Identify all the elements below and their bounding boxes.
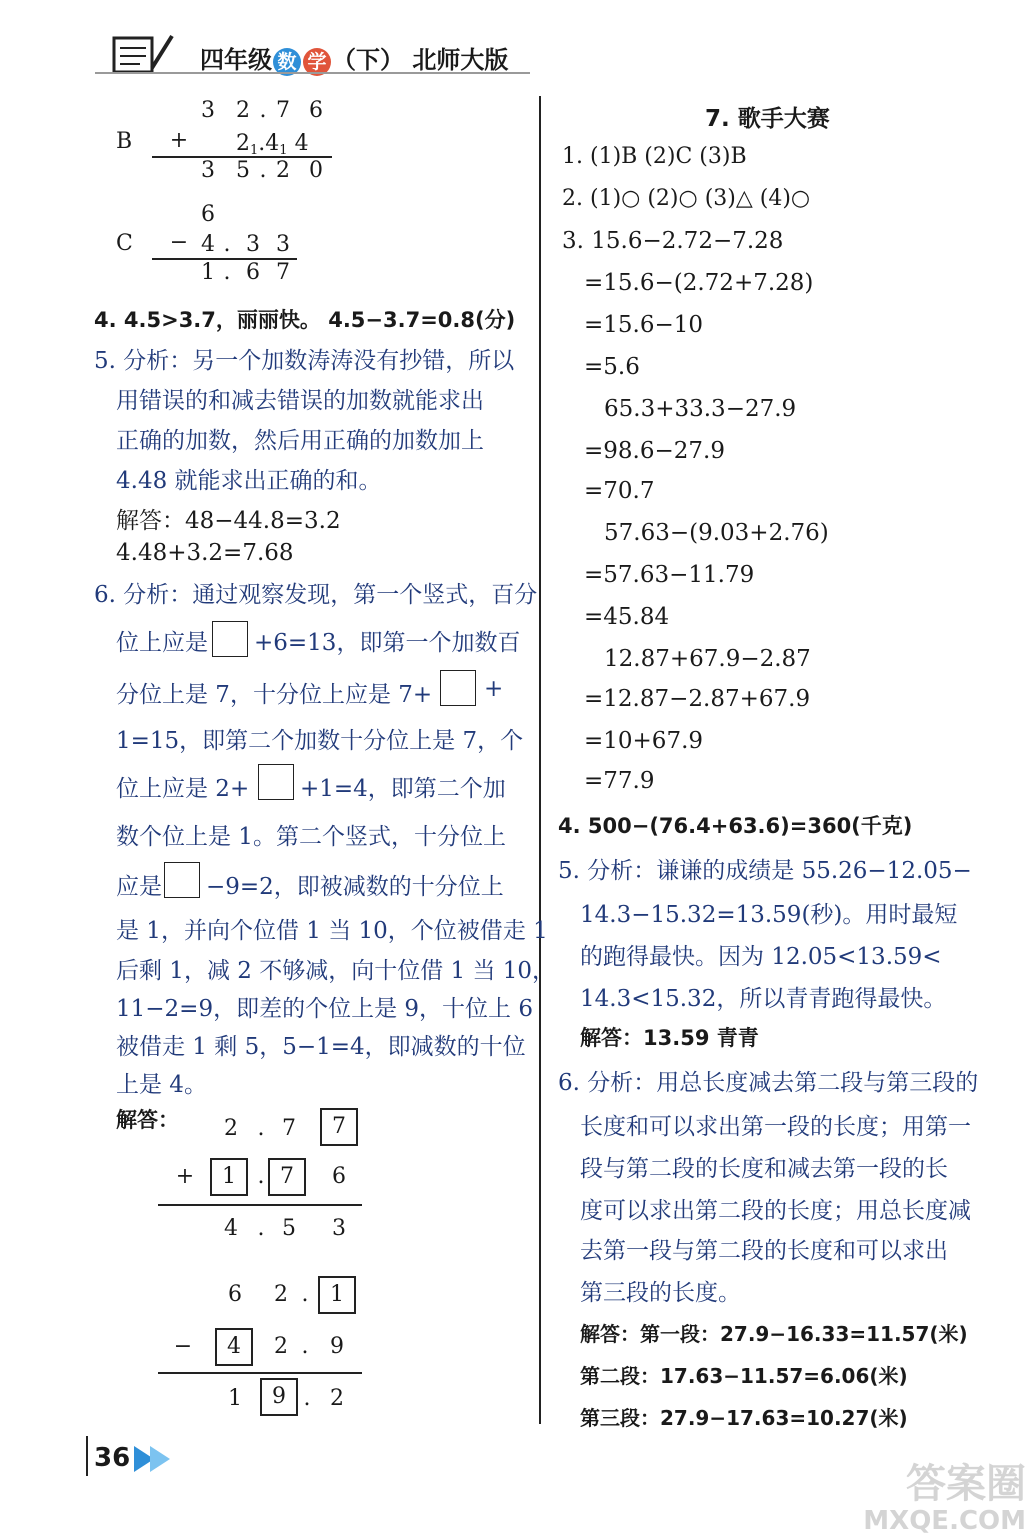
text-line: + [484, 676, 504, 702]
digit: 2 [330, 1386, 344, 1411]
text-line: 12.87+67.9−2.87 [604, 646, 811, 672]
text-line: 位上应是 [116, 630, 208, 656]
text-line: +6=13，即第一个加数百 [254, 630, 521, 656]
calc-line [158, 1372, 362, 1374]
text-line: 解答：13.59 青青 [580, 1026, 759, 1050]
digit: 2 [224, 1116, 238, 1141]
digit: 5 [282, 1216, 296, 1241]
header-divider [95, 72, 530, 74]
text-line: 1=15，即第二个加数十分位上是 7，个 [116, 728, 524, 754]
text-line: 解答：第一段：27.9−16.33=11.57(米) [580, 1322, 968, 1346]
watermark-logo-text: 答案圈 [906, 1461, 1026, 1507]
digit: 4 [201, 232, 215, 257]
digit: 3 [201, 98, 215, 123]
digit: 9 [330, 1334, 344, 1359]
blank-box [164, 862, 200, 898]
blank-box [258, 764, 294, 800]
answer-q4-left: 4. 4.5>3.7，丽丽快。 4.5−3.7=0.8(分) [94, 308, 516, 332]
digit: 4 [294, 131, 309, 156]
digit: . [259, 98, 267, 123]
text-line: 去第一段与第二段的长度和可以求出 [580, 1238, 948, 1264]
digit: 1 [228, 1386, 242, 1411]
digit: 3 [332, 1216, 346, 1241]
plus-sign: + [175, 1164, 195, 1189]
answer-label: 解答： [116, 1108, 179, 1132]
header-title [200, 40, 508, 76]
digit: . [259, 158, 267, 183]
digit: . [301, 1334, 309, 1359]
digit: . [303, 1386, 311, 1411]
text-line: 正确的加数，然后用正确的加数加上 [116, 428, 484, 454]
header-edition: 北师大版 [412, 46, 509, 74]
answer-box: 7 [268, 1158, 306, 1196]
text-line: 的跑得最快。因为 12.05<13.59< [580, 944, 942, 970]
text-line: =45.84 [584, 604, 670, 630]
minus-sign: − [173, 1334, 193, 1359]
digit: 6 [332, 1164, 346, 1189]
text-line: =70.7 [584, 478, 655, 504]
text-line: 后剩 1，减 2 不够减，向十位借 1 当 10， [116, 958, 556, 984]
digit: 7 [276, 98, 290, 123]
digit: 5 [236, 158, 250, 183]
digit: 6 [309, 98, 323, 123]
digit: 7 [276, 260, 290, 285]
plus-sign: + [169, 128, 189, 153]
digit: . [257, 1116, 265, 1141]
answer-q4-right: 4. 500−(76.4+63.6)=360(千克) [558, 814, 913, 838]
header-volume: （下） [332, 46, 404, 74]
text-line: 65.3+33.3−27.9 [604, 396, 797, 422]
text-line: 上是 4。 [116, 1072, 207, 1098]
text-line: 14.3−15.32=13.59(秒)。用时最短 [580, 902, 958, 928]
calc-label-c: C [116, 231, 133, 256]
answer-box: 1 [318, 1276, 356, 1314]
watermark [863, 1462, 1026, 1536]
digit: 1 [201, 260, 215, 285]
header-subject-char-2: 学 [303, 48, 331, 76]
text-line: =98.6−27.9 [584, 438, 725, 464]
text-line: 用错误的和减去错误的加数就能求出 [116, 388, 484, 414]
digit: . [223, 260, 231, 285]
digit: . [301, 1282, 309, 1307]
text-line: =12.87−2.87+67.9 [584, 686, 811, 712]
answer-box: 7 [320, 1108, 358, 1146]
digit: 2 [236, 131, 250, 156]
text-line: 5. 分析：另一个加数涛涛没有抄错，所以 [94, 348, 515, 374]
column-divider [539, 96, 541, 1424]
header-subject-char-1: 数 [273, 48, 301, 76]
digit: 6 [246, 260, 260, 285]
text-line: =77.9 [584, 768, 655, 794]
digit: 0 [309, 158, 323, 183]
calc-line [158, 1204, 362, 1206]
text-line: 是 1，并向个位借 1 当 10，个位被借走 1 [116, 918, 548, 944]
digit: . [257, 1164, 265, 1189]
text-line: 分位上是 7，十分位上应是 7+ [116, 682, 433, 708]
text-line: 4.48+3.2=7.68 [116, 540, 294, 566]
carry-digit: 1 [250, 143, 259, 158]
digit: 7 [282, 1116, 296, 1141]
book-pencil-icon [108, 28, 178, 78]
digit: . [258, 131, 266, 156]
text-line: 第二段：17.63−11.57=6.06(米) [580, 1364, 908, 1388]
text-line: 应是 [116, 874, 162, 900]
blank-box [212, 621, 248, 657]
text-line: 3. 15.6−2.72−7.28 [562, 228, 784, 254]
text-line: 解答：48−44.8=3.2 [116, 508, 341, 534]
text-line: 度可以求出第二段的长度；用总长度减 [580, 1198, 971, 1224]
digit: 6 [228, 1282, 242, 1307]
text-line: 段与第二段的长度和减去第一段的长 [580, 1156, 948, 1182]
digit: 3 [201, 158, 215, 183]
text-line: 数个位上是 1。第二个竖式，十分位上 [116, 824, 506, 850]
section-title: 7. 歌手大赛 [705, 106, 830, 132]
text-line: 5. 分析：谦谦的成绩是 55.26−12.05− [558, 858, 972, 884]
digit: 3 [246, 232, 260, 257]
text-line: =15.6−10 [584, 312, 704, 338]
digit: 4 [224, 1216, 238, 1241]
calc-label-b: B [116, 129, 133, 154]
digit: 2 [276, 158, 290, 183]
text-line: 第三段的长度。 [580, 1280, 741, 1306]
text-line: 4.48 就能求出正确的和。 [116, 468, 382, 494]
text-line: 11−2=9，即差的个位上是 9，十位上 6 [116, 996, 533, 1022]
borrow-digit: 6 [201, 202, 215, 227]
header-grade: 四年级 [200, 46, 272, 74]
text-line: 57.63−(9.03+2.76) [604, 520, 829, 546]
text-line: 位上应是 2+ [116, 776, 250, 802]
blank-box [440, 670, 476, 706]
text-line: =5.6 [584, 354, 640, 380]
digit: 2 [236, 98, 250, 123]
text-line: 6. 分析：通过观察发现，第一个竖式，百分 [94, 582, 538, 608]
digit: 4 [265, 131, 280, 156]
answer-box: 1 [210, 1158, 248, 1196]
text-line: +1=4，即第二个加 [300, 776, 506, 802]
page-number: 36 [94, 1443, 131, 1473]
text-line: =10+67.9 [584, 728, 704, 754]
carry-digit: 1 [279, 143, 288, 158]
text-line: 被借走 1 剩 5，5−1=4，即减数的十位 [116, 1034, 526, 1060]
watermark-site-text: MXQE.COM [863, 1506, 1026, 1536]
minus-sign: − [169, 230, 189, 255]
footer-bar [86, 1436, 88, 1476]
double-arrow-icon [132, 1444, 174, 1474]
digit: . [257, 1216, 265, 1241]
answer-box: 9 [260, 1378, 298, 1416]
answer-box: 4 [215, 1328, 253, 1366]
text-line: 14.3<15.32，所以青青跑得最快。 [580, 986, 947, 1012]
text-line: 第三段：27.9−17.63=10.27(米) [580, 1406, 908, 1430]
text-line: −9=2，即被减数的十分位上 [206, 874, 504, 900]
digit: . [223, 232, 231, 257]
answer-q1-right: 1. (1)B (2)C (3)B [562, 144, 747, 169]
answer-q2-right: 2. (1)○ (2)○ (3)△ (4)○ [562, 186, 811, 211]
text-line: 6. 分析：用总长度减去第二段与第三段的 [558, 1070, 979, 1096]
digit: 2 [274, 1334, 288, 1359]
digit: 2 [274, 1282, 288, 1307]
digit: 3 [276, 232, 290, 257]
text-line: =57.63−11.79 [584, 562, 755, 588]
text-line: =15.6−(2.72+7.28) [584, 270, 814, 296]
text-line: 长度和可以求出第一段的长度；用第一 [580, 1114, 971, 1140]
